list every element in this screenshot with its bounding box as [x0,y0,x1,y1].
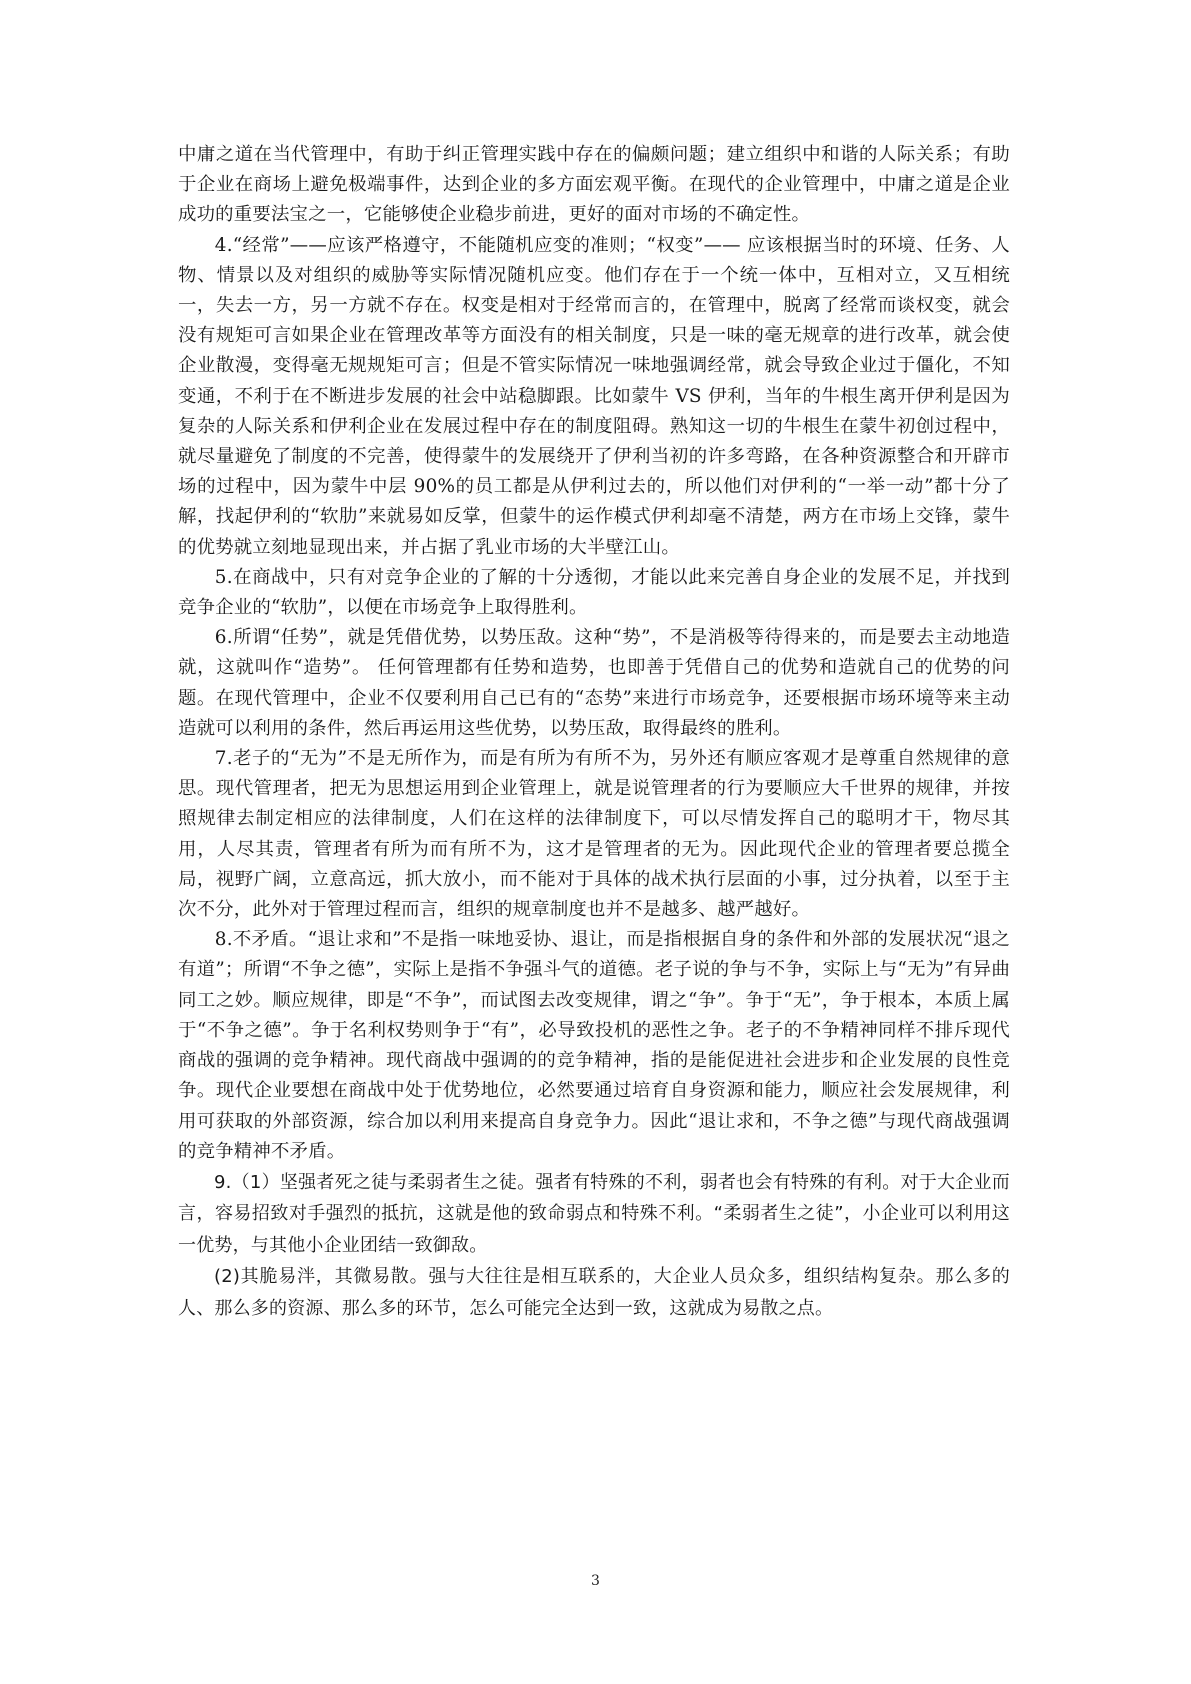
body-text [178,140,1010,1324]
paragraph-7: 9.（1）坚强者死之徒与柔弱者生之徒。强者有特殊的不利，弱者也会有特殊的有利。对于大企业而言，容易招致对手强烈的抵抗，这就是他的致命弱点和特殊不利。“柔弱者生之徒”，小企业可以利用这一优势，与其他小企业团结一致御敌。 [178,1171,1010,1256]
paragraph-6: 8.不矛盾。“退让求和”不是指一味地妥协、退让，而是指根据自身的条件和外部的发展状况“退之有道”；所谓“不争之德”，实际上是指不争强斗气的道德。老子说的争与不争，实际上与“无为”有异曲同工之妙。顺应规律，即是“不争”，而试图去改变规律，谓之“争”。争于“无”，争于根本，本质上属于“不争之德”。争于名利权势则争于“有”，必导致投机的恶性之争。老子的不争精神同样不排斥现代商战的强调的竞争精神。现代商战中强调的的竞争精神，指的是能促进社会进步和企业发展的良性竞争。现代企业要想在商战中处于优势地位，必然要通过培育自身资源和能力，顺应社会发展规律，利用可获取的外部资源，综合加以利用来提高自身竞争力。因此“退让求和，不争之德”与现代商战强调的竞争精神不矛盾。 [178,929,1010,1162]
page-number: 3 [591,1573,600,1589]
paragraph-2: 4.“经常”——应该严格遵守，不能随机应变的准则；“权变”—— 应该根据当时的环境、任务、人物、情景以及对组织的威胁等实际情况随机应变。他们存在于一个统一体中，互相对立，又互相统一，失去一方，另一方就不存在。权变是相对于经常而言的，在管理中，脱离了经常而谈权变，就会没有规矩可言如果企业在管理改革等方面没有的相关制度，只是一味的毫无规章的进行改革，就会使企业散漫，变得毫无规规矩可言；但是不管实际情况一味地强调经常，就会导致企业过于僵化，不知变通，不利于在不断进步发展的社会中站稳脚跟。比如蒙牛 VS 伊利，当年的牛根生离开伊利是因为复杂的人际关系和伊利企业在发展过程中存在的制度阻碍。熟知这一切的牛根生在蒙牛初创过程中，就尽量避免了制度的不完善，使得蒙牛的发展绕开了伊利当初的许多弯路，在各种资源整合和开辟市场的过程中，因为蒙牛中层 90%的员工都是从伊利过去的，所以他们对伊利的“一举一动”都十分了解，找起伊利的“软肋”来就易如反掌，但蒙牛的运作模式伊利却毫不清楚，两方在市场上交锋，蒙牛的优势就立刻地显现出来，并占据了乳业市场的大半壁江山。 [178,234,1010,558]
paragraph-3: 5.在商战中，只有对竞争企业的了解的十分透彻，才能以此来完善自身企业的发展不足，并找到竞争企业的“软肋”，以便在市场竞争上取得胜利。 [178,566,1010,619]
paragraph-1: 中庸之道在当代管理中，有助于纠正管理实践中存在的偏颇问题；建立组织中和谐的人际关系；有助于企业在商场上避免极端事件，达到企业的多方面宏观平衡。在现代的企业管理中，中庸之道是企业成功的重要法宝之一，它能够使企业稳步前进，更好的面对市场的不确定性。 [178,144,1010,226]
paragraph-5: 7.老子的“无为”不是无所作为，而是有所为有所不为，另外还有顺应客观才是尊重自然规律的意思。现代管理者，把无为思想运用到企业管理上，就是说管理者的行为要顺应大千世界的规律，并按照规律去制定相应的法律制度，人们在这样的法律制度下，可以尽情发挥自己的聪明才干，物尽其用，人尽其责，管理者有所为而有所不为，这才是管理者的无为。因此现代企业的管理者要总揽全局，视野广阔，立意高远，抓大放小，而不能对于具体的战术执行层面的小事，过分执着，以至于主次不分，此外对于管理过程而言，组织的规章制度也并不是越多、越严越好。 [178,748,1010,921]
paragraph-4: 6.所谓“任势”，就是凭借优势，以势压敌。这种“势”，不是消极等待得来的，而是要去主动地造就，这就叫作“造势”。 任何管理都有任势和造势，也即善于凭借自己的优势和造就自己的优势的问题。在现代管理中，企业不仅要利用自己已有的“态势”来进行市场竞争，还要根据市场环境等来主动造就可以利用的条件，然后再运用这些优势，以势压敌，取得最终的胜利。 [178,627,1010,739]
paragraph-8: (2)其脆易泮，其微易散。强与大往往是相互联系的，大企业人员众多，组织结构复杂。那么多的人、那么多的资源、那么多的环节，怎么可能完全达到一致，这就成为易散之点。 [178,1266,1010,1319]
